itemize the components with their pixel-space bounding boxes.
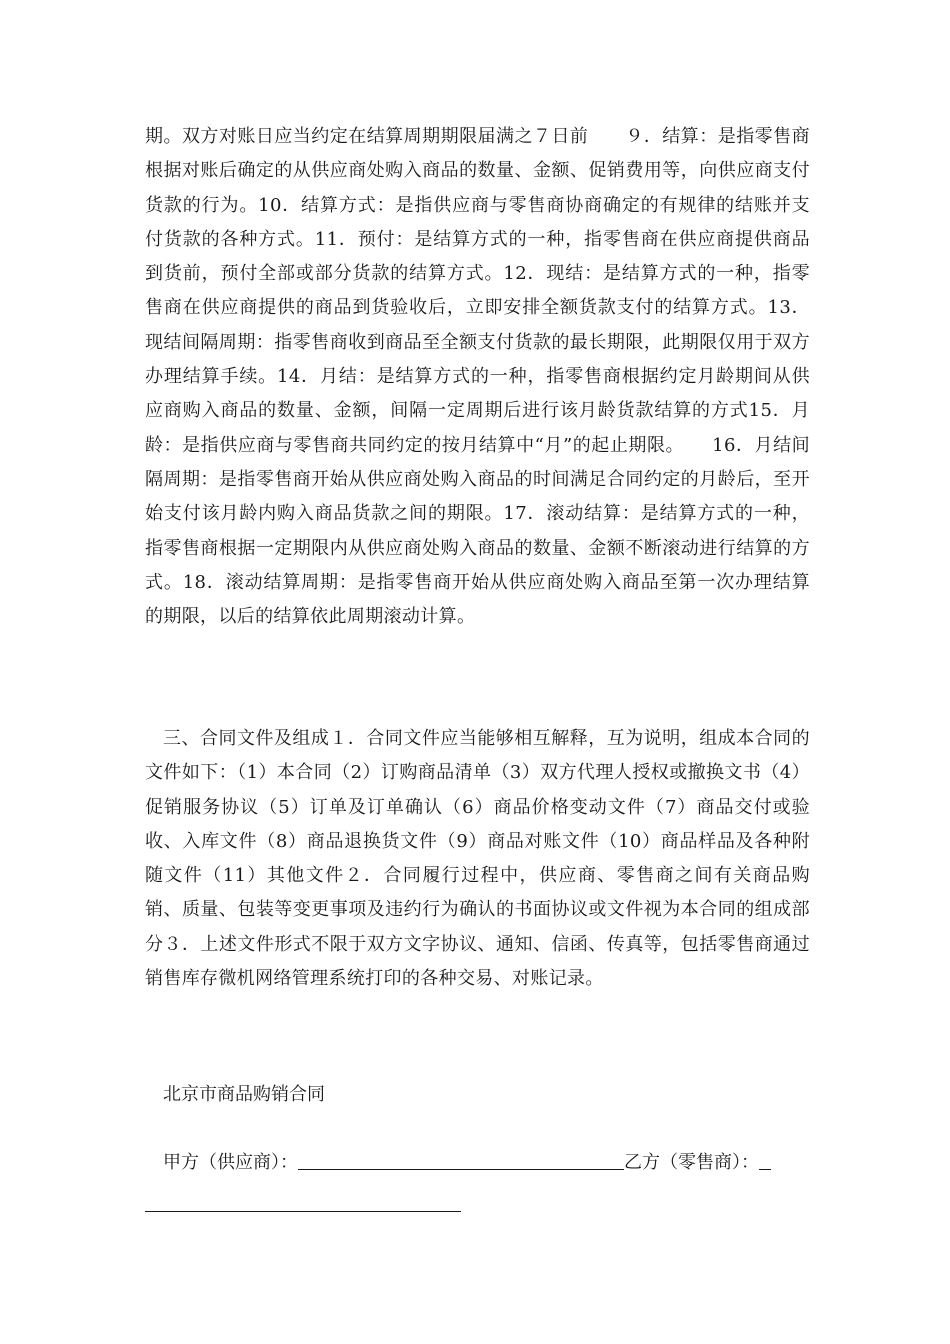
party-b-blank-field-start [759, 1168, 771, 1170]
party-b-label: 乙方（零售商）： [624, 1152, 759, 1173]
body-paragraph-settlement-terms: 期。双方对账日应当约定在结算周期期限届满之７日前 ９．结算：是指零售商根据对账后确定的从供应商处购入商品的数量、金额、促销费用等，向供应商支付货款的行为。10．结算方式：是指供应商与零售商协商确定的有规律的结账并支付货款的各种方式。11．预付：是结算方式的一种，指零售商在供应商提供商品到货前，预付全部或部分货款的结算方式。12．现结：是结算方式的一种，指零售商在供应商提供的商品到货验收后，立即安排全额货款支付的结算方式。13．现结间隔周期：指零售商收到商品至全额支付货款的最长期限，此期限仅用于双方办理结算手续。14．月结：是结算方式的一种，指零售商根据约定月龄期间从供应商购入商品的数量、金额，间隔一定周期后进行该月龄货款结算的方式15．月龄：是指供应商与零售商共同约定的按月结算中“月”的起止期限。 16．月结间隔周期：是指零售商开始从供应商处购入商品的时间满足合同约定的月龄后，至开始支付该月龄内购入商品货款之间的期限。17．滚动结算：是结算方式的一种，指零售商根据一定期限内从供应商处购入商品的数量、金额不断滚动进行结算的方式。18．滚动结算周期：是指零售商开始从供应商处购入商品至第一次办理结算的期限，以后的结算依此周期滚动计算。 [145, 126, 810, 628]
body-paragraph-contract-documents: 三、合同文件及组成１．合同文件应当能够相互解释，互为说明，组成本合同的文件如下：（1）本合同（2）订购商品清单（3）双方代理人授权或撤换文书（4）促销服务协议（5）订单及订单确认（6）商品价格变动文件（7）商品交付或验收、入库文件（8）商品退换货文件（9）商品对账文件（10）商品样品及各种附随文件（11）其他文件２．合同履行过程中，供应商、零售商之间有关商品购销、质量、包装等变更事项及违约行为确认的书面协议或文件视为本合同的组成部分３．上述文件形式不限于双方文字协议、通知、信函、传真等，包括零售商通过销售库存微机网络管理系统打印的各种交易、对账记录。 [145, 728, 810, 990]
party-b-blank-field [145, 1211, 461, 1212]
contract-title: 北京市商品购销合同 [163, 1084, 325, 1105]
party-signature-line [163, 1148, 771, 1178]
party-a-blank-field [298, 1168, 624, 1170]
party-a-label: 甲方（供应商）： [163, 1152, 298, 1173]
